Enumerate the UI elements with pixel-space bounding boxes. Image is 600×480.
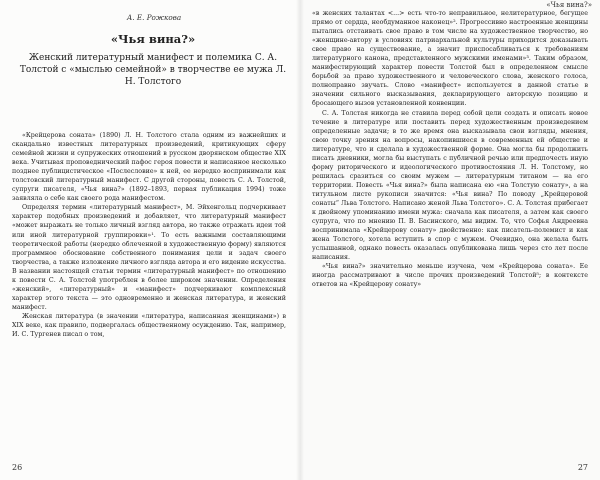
running-head-author: А. Е. Рожкова: [126, 13, 182, 22]
article-subtitle: Женский литературный манифест и полемика С. А. Толстой с «мыслью семейной» в творчестве ее мужа Л. Н. Толстого: [19, 53, 287, 87]
paragraph: Женская литература (в значении «литература, написанная женщинами») в XIX веке, как правило, подвергалась общественному осуждению. Так, например, И. С. Тургенев писал о том,: [12, 312, 286, 339]
page-number-right: 27: [577, 463, 588, 472]
paragraph: «Чья вина?» значительно меньше изучена, чем «Крейцерова соната». Ее иногда рассматривают в числе прочих произведений Толстой⁵; в контексте ответов на «Крейцерову сонату»: [312, 263, 588, 289]
paragraph: Определяя термин «литературный манифест», М. Эйхенгольц подчеркивает характер подобных произведений и добавляет, что литературный манифест «может выражать не только личный взгляд автора, но также отражать идеи той или иной литературной группировки»¹. То есть важными составляющими теоретической работы (нередко облеченной в художественную форму) являются программное обоснование собственного понимания цели и задач своего творчества, а также изложение личного взгляда автора и его видение искусства. В названии настоящей статьи термин «литературный манифест» по отношению к повести С. А. Толстой употреблен в более широком значении. Определения «женский», «литературный» и «манифест» подчеркивают комплексный характер этого текста — это одновременно и женская литература, и женский манифест.: [12, 204, 286, 311]
left-body-text: [12, 131, 286, 339]
paragraph: «Крейцерова соната» (1890) Л. Н. Толстого стала одним из важнейших и скандально известных литературных произведений, критикующих сферу семейной жизни и супружеских отношений в русском дворянском обществе XIX века. Учитывая проповеднический пафос героя повести и написанное несколько позднее публицистическое «Послесловие» к ней, ее нередко воспринимали как толстовский литературный манифест. С другой стороны, повесть С. А. Толстой, супруги писателя, «Чья вина?» (1892–1893, первая публикация 1994) тоже заявляла о себе как своего рода манифестом.: [12, 132, 286, 203]
paragraph: «в женских талантах <...> есть что-то неправильное, нелитературное, бегущее прямо от сердца, необдуманное наконец»². Прогрессивно настроенные женщины пытались отстаивать свое право в том числе на художественное творчество, но «женщине-автору в условиях патриархальной культуры приходится доказывать свое право на существование, а значит приспосабливаться к требованиям литературного канона, представленного мужскими именами»³. Таким образом, манифестирующий характер повести Толстой был в определенном смысле борьбой за право художественного и человеческого слова, женского голоса, полноправно звучать. Слово «манифест» используется в данной статье в значении сильного высказывания, декларирующего авторскую позицию и бросающего вызов установленной конвенции.: [312, 10, 588, 108]
book-gutter: [296, 0, 304, 480]
page-number-left: 26: [12, 463, 23, 472]
right-body-text: [312, 9, 588, 289]
paragraph: С. А. Толстая никогда не ставила перед собой цели создать и описать новое течение в литературе или поставить перед художественным произведением определенные задачи; в то же время она высказывала свои взгляды, мнения, свою точку зрения на вопросы, накопившиеся в современных ей обществе и литературе, что и сделала в художественной форме. Она могла бы продолжить писать дневники, могла бы выступать с публичной речью или предпочесть иную форму риторического и идеологического противостояния Л. Н. Толстому, но решилась сразиться со своим мужем — литературным титаном — на его территории. Повесть «Чья вина?» была написана ею «на Толстую сонату», а на титульном листе рукописи значится: «Чья вина? По поводу „Крейцеровой сонаты“ Льва Толстого. Написано женой Льва Толстого». С. А. Толстая прибегает к двойному упоминанию имени мужа: сначала как писателя, а затем как своего супруга, что по мнению П. В. Басинского, мы видим. То, что Софья Андреевна воспринимала «Крейцерову сонату» двойственно: как писатель-полемист и как жена Толстого, хотела вступить в спор с мужем. Очевидно, она желала быть услышанной, однако повесть оказалась опубликована лишь через сто лет после написания.: [312, 109, 588, 262]
running-head-title: «Чья вина?»: [546, 1, 592, 9]
right-page: [300, 0, 600, 480]
article-title: «Чья вина?»: [110, 32, 196, 46]
